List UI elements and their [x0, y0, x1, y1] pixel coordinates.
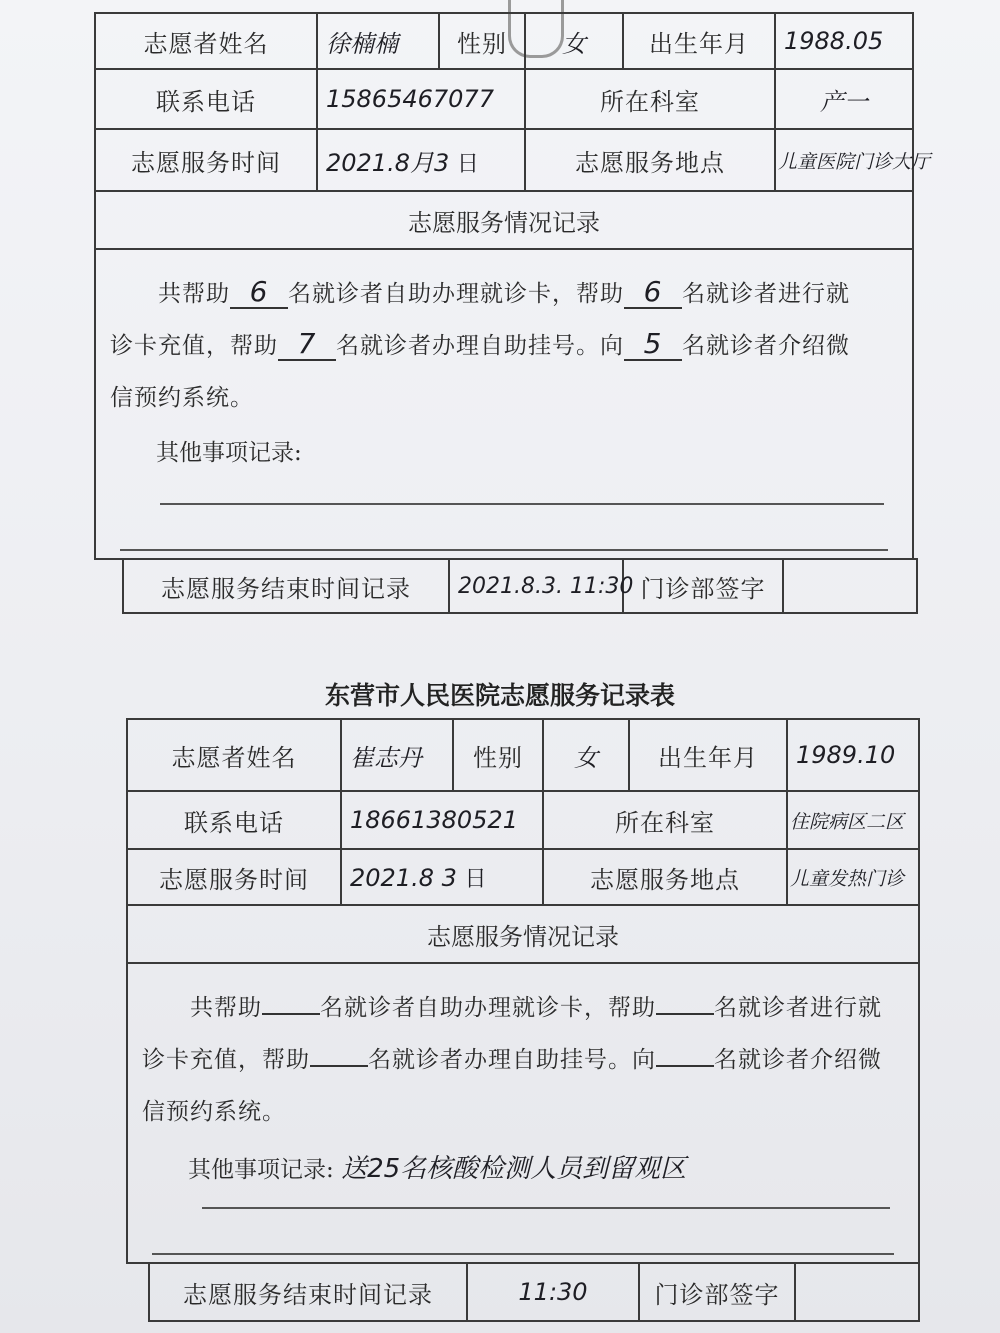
other-line-1 — [160, 503, 884, 505]
label-gender: 性别 — [453, 719, 543, 791]
other-line-1 — [202, 1207, 890, 1209]
form-1-footer — [122, 558, 918, 614]
label-end-time: 志愿服务结束时间记录 — [123, 559, 449, 613]
blank-n4[interactable]: 5 — [624, 329, 682, 361]
text-p5: 名就诊者办理自助挂号。向 — [336, 333, 624, 359]
section-title: 志愿服务情况记录 — [95, 191, 913, 249]
text-p1: 共帮助 — [190, 995, 262, 1021]
record-line-3: 信预约系统。 — [110, 385, 254, 411]
service-record-body — [95, 249, 913, 559]
field-location[interactable]: 儿童发热门诊 — [787, 849, 919, 905]
label-name: 志愿者姓名 — [95, 13, 317, 69]
service-day-suffix: 日 — [456, 151, 479, 177]
text-p4: 诊卡充值，帮助 — [110, 333, 278, 359]
text-p1: 共帮助 — [158, 281, 230, 307]
section-title: 志愿服务情况记录 — [127, 905, 919, 963]
service-record-body — [127, 963, 919, 1263]
label-birth: 出生年月 — [623, 13, 775, 69]
form-1-table — [94, 12, 931, 560]
field-gender[interactable]: 女 — [543, 719, 629, 791]
field-sign[interactable] — [783, 559, 917, 613]
blank-n2[interactable]: 6 — [624, 277, 682, 309]
record-line-1 — [110, 268, 898, 320]
label-name: 志愿者姓名 — [127, 719, 341, 791]
record-line-2 — [110, 320, 898, 372]
field-location[interactable]: 儿童医院门诊大厅 — [775, 129, 913, 191]
service-date: 2021.8 3 — [350, 863, 457, 892]
form-2-table — [126, 718, 920, 1264]
label-other: 其他事项记录: — [188, 1157, 334, 1183]
text-p3: 名就诊者进行就 — [714, 995, 882, 1021]
field-phone[interactable]: 18661380521 — [341, 791, 543, 849]
label-phone: 联系电话 — [95, 69, 317, 129]
field-name[interactable]: 徐楠楠 — [317, 13, 439, 69]
label-location: 志愿服务地点 — [543, 849, 787, 905]
label-service-time: 志愿服务时间 — [95, 129, 317, 191]
field-service-time[interactable] — [317, 129, 525, 191]
field-end-time[interactable]: 11:30 — [467, 1263, 639, 1321]
label-phone: 联系电话 — [127, 791, 341, 849]
label-location: 志愿服务地点 — [525, 129, 775, 191]
field-other[interactable]: 送25名核酸检测人员到留观区 — [341, 1154, 687, 1184]
other-items — [110, 434, 898, 467]
field-dept[interactable]: 产一 — [775, 69, 913, 129]
blank-n1[interactable]: 6 — [230, 277, 288, 309]
service-day-suffix: 日 — [464, 866, 487, 892]
blank-n3[interactable]: 7 — [278, 329, 336, 361]
label-sign: 门诊部签字 — [639, 1263, 795, 1321]
text-p2: 名就诊者自助办理就诊卡，帮助 — [320, 995, 656, 1021]
record-line-2 — [142, 1034, 904, 1086]
text-p6: 名就诊者介绍微 — [682, 333, 850, 359]
blank-n4[interactable] — [656, 1065, 714, 1067]
label-service-time: 志愿服务时间 — [127, 849, 341, 905]
field-gender[interactable]: 女 — [525, 13, 623, 69]
label-other: 其他事项记录: — [156, 440, 302, 466]
record-form-1 — [94, 12, 931, 614]
blank-n1[interactable] — [262, 1013, 320, 1015]
label-birth: 出生年月 — [629, 719, 787, 791]
label-sign: 门诊部签字 — [623, 559, 783, 613]
record-line-1 — [142, 982, 904, 1034]
field-name[interactable]: 崔志丹 — [341, 719, 453, 791]
text-p3: 名就诊者进行就 — [682, 281, 850, 307]
blank-n2[interactable] — [656, 1013, 714, 1015]
field-birth[interactable]: 1988.05 — [775, 13, 913, 69]
label-end-time: 志愿服务结束时间记录 — [149, 1263, 467, 1321]
other-line-2 — [152, 1253, 894, 1255]
record-line-3: 信预约系统。 — [142, 1099, 286, 1125]
other-items — [142, 1148, 904, 1185]
field-phone[interactable]: 15865467077 — [317, 69, 525, 129]
form-2-footer — [148, 1262, 920, 1322]
form-2-title: 东营市人民医院志愿服务记录表 — [324, 681, 675, 710]
record-form-2 — [126, 718, 918, 1322]
field-dept[interactable]: 住院病区二区 — [787, 791, 919, 849]
label-gender: 性别 — [439, 13, 525, 69]
label-dept: 所在科室 — [525, 69, 775, 129]
field-end-time[interactable]: 2021.8.3. 11:30 — [449, 559, 623, 613]
other-line-2 — [120, 549, 888, 551]
text-p4: 诊卡充值，帮助 — [142, 1047, 310, 1073]
field-birth[interactable]: 1989.10 — [787, 719, 919, 791]
text-p2: 名就诊者自助办理就诊卡，帮助 — [288, 281, 624, 307]
field-service-time[interactable] — [341, 849, 543, 905]
field-sign[interactable] — [795, 1263, 919, 1321]
text-p6: 名就诊者介绍微 — [714, 1047, 882, 1073]
text-p5: 名就诊者办理自助挂号。向 — [368, 1047, 656, 1073]
label-dept: 所在科室 — [543, 791, 787, 849]
service-date: 2021.8月3 — [326, 148, 450, 177]
blank-n3[interactable] — [310, 1065, 368, 1067]
